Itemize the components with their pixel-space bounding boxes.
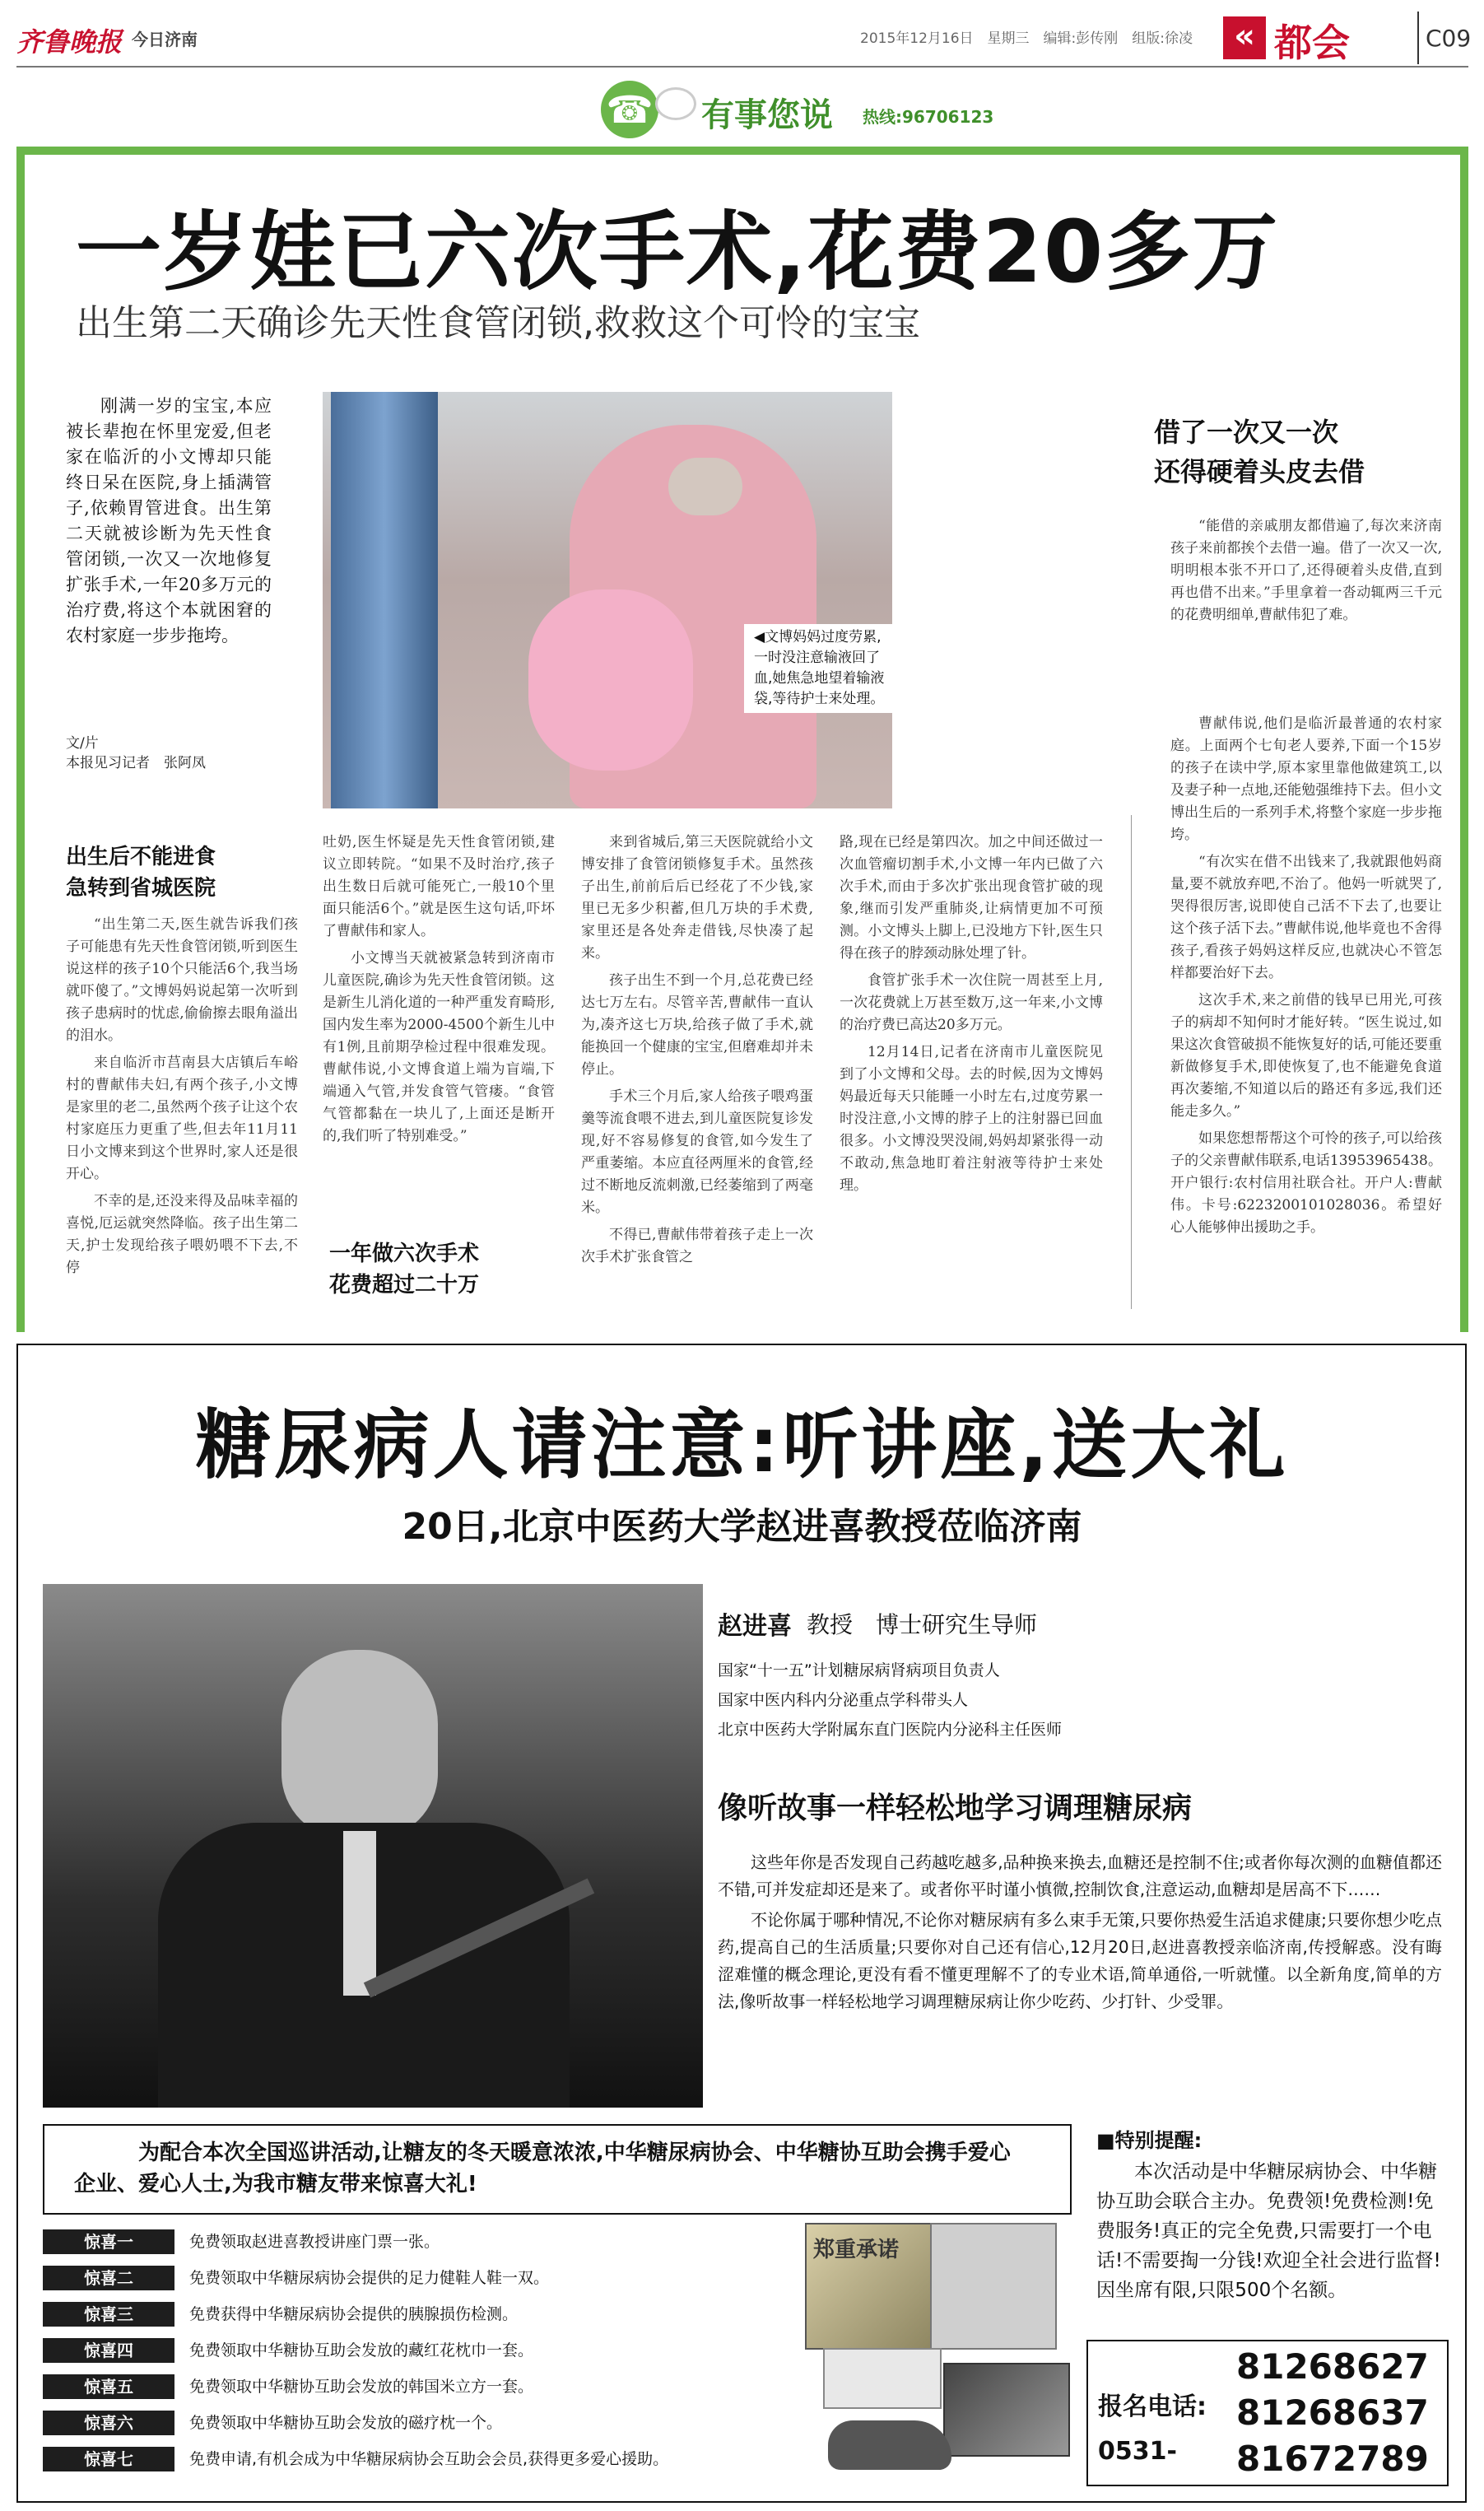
hotline-badge [601,79,1111,145]
notice-box [1086,2124,1449,2330]
channel-badge [1223,12,1421,64]
gift-text: 免费领取中华糖协互助会发放的韩国米立方一套。 [189,2378,534,2396]
header-divider [1417,12,1419,64]
article-col5-bottom: 曹献伟说,他们是临沂最普通的农村家庭。上面两个七旬老人要养,下面一个15岁的孩子在读中学,原本家里靠他做建筑工,以及妻子种一点地,还能勉强维持下去。但小文博出生后的一系列手术,将整个家庭一步步拖垮。 “有次实在借不出钱来了,我就跟他妈商量,要不就放弃吧,不治了。他妈一听就哭了,哭得很厉害,说即使自己活不下去了,也要让这个孩子活下去。”曹献伟说,他毕竟也不舍得孩子,看孩子妈妈这样反应,也就决心不管怎样都要治好下去。 这次手术,来之前借的钱早已用光,可孩子的病却不知何时才能好转。“医生说过,如果这次食管破损不能恢复好的话,可能还要重新做修复手术,即使恢复了,也不能避免食道再次萎缩,不知道以后的路还有多远,我们还能走多久。” 如果您想帮帮这个可怜的孩子,可以给孩子的父亲曹献伟联系,电话13953965438。开户银行:农村信用社联合社。开户人:曹献伟。卡号:6223200101028036。希望好心人能够伸出援助之手。 [1170,715,1442,1236]
credential-1: 国家“十一五”计划糖尿病肾病项目负责人 [718,1661,1000,1679]
subhead-birth-1: 出生后不能进食 [66,845,216,869]
expert-photo [43,1584,703,2108]
subhead-borrow-1: 借了一次又一次 [1154,417,1339,448]
product-shoe [828,2420,951,2470]
campaign-box [43,2124,1072,2215]
article-col5-top: “能借的亲戚朋友都借遍了,每次来济南孩子来前都挨个去借一遍。借了一次又一次,明明根本张不开口了,还得硬着头皮借,直到再也借不出来。”手里拿着一沓动辄两三千元的花费明细单,曹献伟犯了难。 [1170,518,1442,623]
gift-tag: 惊喜六 [43,2411,174,2435]
hotline-number: 热线:96706123 [863,107,994,127]
ad-headline: 糖尿病人请注意:听讲座,送大礼 [195,1401,1289,1489]
article-col3: 来到省城后,第三天医院就给小文博安排了食管闭锁修复手术。虽然孩子出生,前前后后已经花了不少钱,家里已无多少积蓄,但几万块的手术费,家里还是各处奔走借钱,尽快凑了起来。 孩子出生不到一个月,总花费已经达七万左右。尽管辛苦,曹献伟一直认为,凑齐这七万块,给孩子做了手术,就能换回一个健康的宝宝,但磨难却并未停止。 手术三个月后,家人给孩子喂鸡蛋羹等流食喂不进去,到儿童医院复诊发现,好不容易修复的食管,如今发生了严重萎缩。本应直径两厘米的食管,经过不断地反流刺激,已经萎缩到了两毫米。 不得已,曹献伟带着孩子走上一次次手术扩张食管之 [581,834,813,1265]
byline-reporter: 本报见习记者 张阿凤 [66,755,206,771]
credential-3: 北京中医药大学附属东直门医院内分泌科主任医师 [718,1721,1063,1739]
phone-icon: ☎ [601,81,658,138]
column-rule [1131,815,1132,1309]
ad-subheadline: 20日,北京中医药大学赵进喜教授莅临济南 [402,1506,1082,1548]
expert-name: 赵进喜 [718,1612,792,1641]
ad-section-title: 像听故事一样轻松地学习调理糖尿病 [718,1791,1193,1825]
product-towel [943,2363,1070,2457]
product-tray [823,2348,942,2409]
gift-tag: 惊喜二 [43,2266,174,2290]
subhead-birth-2: 急转到省城医院 [66,876,216,901]
page-code: C09 [1426,25,1472,52]
gift-text: 免费领取中华糖协互助会发放的磁疗枕一个。 [189,2414,503,2432]
gift-text: 免费领取赵进喜教授讲座门票一张。 [189,2233,440,2251]
gift-text: 免费领取中华糖尿病协会提供的足力健鞋人鞋一双。 [189,2269,550,2287]
section-label: 今日济南 [132,30,198,49]
header-rule [16,66,1468,68]
baby-figure [528,589,693,771]
product-gift-box [805,2223,932,2350]
green-frame-left [16,147,25,1332]
gift-text: 免费获得中华糖尿病协会提供的胰腺损伤检测。 [189,2305,519,2323]
hotline-column-title: 有事您说 [701,96,833,134]
byline-label: 文/片 [66,735,99,752]
gift-tag: 惊喜五 [43,2374,174,2399]
photo-caption: ◀文博妈妈过度劳累,一时没注意输液回了血,她焦急地望着输液袋,等待护士来处理。 [744,624,892,713]
article-headline: 一岁娃已六次手术,花费20多万 [76,202,1280,302]
article-lead: 刚满一岁的宝宝,本应被长辈抱在怀里宠爱,但老家在临沂的小文博却只能终日呆在医院,身上插满管子,依赖胃管进食。出生第二天就被诊断为先天性食管闭锁,一次又一次地修复扩张手术,一年20多万元的治疗费,将这个本就困窘的农村家庭一步步拖垮。 [66,396,272,645]
expert-tie-shape [343,1831,376,1996]
hospital-photo [323,392,892,808]
subhead-surgery-2: 花费超过二十万 [329,1273,480,1297]
gift-tag: 惊喜三 [43,2302,174,2327]
campaign-text: 为配合本次全国巡讲活动,让糖友的冬天暖意浓浓,中华糖尿病协会、中华糖协互助会携手爱心企业、爱心人士,为我市糖友带来惊喜大礼! [74,2141,1011,2197]
product-box-label: 郑重承诺 [813,2238,900,2262]
green-frame-top [16,147,1468,155]
article-col1: “出生第二天,医生就告诉我们孩子可能患有先天性食管闭锁,听到医生说这样的孩子10个只能活6个,我当场就吓傻了。”文博妈妈说起第一次听到孩子患病时的忧虑,偷偷擦去眼角溢出的泪水。 来自临沂市莒南县大店镇后车峪村的曹献伟夫妇,有两个孩子,小文博是家里的老二,虽然两个孩子让这个农村家庭压力更重了些,但去年11月11日小文博来到这个世界时,家人还是很开心。 不幸的是,还没来得及品味幸福的喜悦,厄运就突然降临。孩子出生第二天,护士发现给孩子喂奶喂不下去,不停 [66,916,298,1276]
channel-arrow-icon: « [1223,16,1266,59]
article-subheadline: 出生第二天确诊先天性食管闭锁,救救这个可怜的宝宝 [76,302,920,344]
phone-number: 81268637 [1236,2392,1429,2433]
ad-body: 这些年你是否发现自己药越吃越多,品种换来换去,血糖还是控制不住;或者你每次测的血糖值都还不错,可并发症却还是来了。或者你平时谨小慎微,控制饮食,注意运动,血糖却是居高不下…… 不论你属于哪种情况,不论你对糖尿病有多么束手无策,只要你热爱生活追求健康;只要你想少吃点药,提高自己的生活质量;只要你对自己还有信心,12月20日,赵进喜教授亲临济南,传授解惑。没有晦涩难懂的概念理论,更没有看不懂更理解不了的专业术语,简单通俗,一听就懂。以全新角度,简单的方法,像听故事一样轻松地学习调理糖尿病让你少吃药、少打针、少受罪。 [718,1852,1442,2011]
notice-title: ■特别提醒: [1096,2129,1203,2152]
gift-tag: 惊喜四 [43,2338,174,2363]
gift-text: 免费领取中华糖协互助会发放的藏红花枕巾一套。 [189,2341,534,2360]
subhead-borrow-2: 还得硬着头皮去借 [1154,456,1365,487]
product-pillow [930,2223,1057,2350]
green-frame-right [1460,147,1468,1332]
masthead-logo: 齐鲁晚报 [16,26,123,58]
oxygen-tank-shape [331,392,438,808]
article-col2: 吐奶,医生怀疑是先天性食管闭锁,建议立即转院。“如果不及时治疗,孩子出生数日后就可能死亡,一般10个里面只能活6个。”就是医生这句话,吓坏了曹献伟和家人。 小文博当天就被紧急转到济南市儿童医院,确诊为先天性食管闭锁。这是新生儿消化道的一种严重发育畸形,国内发生率为2000-4500个新生儿中有1例,且前期孕检过程中很难发现。曹献伟说,小文博食道上端为盲端,下端通入气管,并发食管气管瘘。“食管气管都黏在一块儿了,上面还是断开的,我们听了特别难受。” [323,834,555,1144]
notice-text: 本次活动是中华糖尿病协会、中华糖协互助会联合主办。免费领!免费检测!免费服务!真正的完全免费,只需要打一个电话!不需要掏一分钱!欢迎全社会进行监督!因坐席有限,只限500个名额。 [1096,2161,1441,2301]
credential-2: 国家中医内科内分泌重点学科带头人 [718,1691,969,1709]
mother-mask [668,458,742,515]
expert-title: 教授 博士研究生导师 [807,1611,1038,1638]
phone-number: 81268627 [1236,2346,1429,2387]
article-col4: 路,现在已经是第四次。加之中间还做过一次血管瘤切割手术,小文博一年内已做了六次手术,而由于多次扩张出现食管扩破的现象,继而引发严重肺炎,让病情更加不可预测。小文博头上脚上,已没地方下针,医生只得在孩子的脖颈动脉处埋了针。 食管扩张手术一次住院一周甚至上月,一次花费就上万甚至数万,这一年来,小文博的治疗费已高达20多万元。 12月14日,记者在济南市儿童医院见到了小文博和父母。去的时候,因为文博妈妈最近每天只能睡一小时左右,过度劳累一时没注意,小文博的脖子上的注射器已回血很多。小文博没哭没闹,妈妈却紧张得一动不敢动,焦急地盯着注射液等待护士来处理。 [840,834,1103,1194]
phone-number: 81672789 [1236,2439,1429,2479]
expert-head-shape [281,1650,438,1839]
gift-tag: 惊喜七 [43,2447,174,2471]
meta-line: 2015年12月16日 星期三 编辑:彭传刚 组版:徐凌 [860,30,1193,47]
gift-text: 免费申请,有机会成为中华糖尿病协会互助会会员,获得更多爱心援助。 [189,2450,669,2468]
gift-tag: 惊喜一 [43,2229,174,2254]
chat-bubble-icon [655,87,696,120]
phone-label: 报名电话: [1098,2392,1207,2421]
channel-title: 都会 [1274,21,1350,65]
area-code: 0531- [1098,2437,1177,2466]
subhead-surgery-1: 一年做六次手术 [329,1242,480,1266]
phone-box [1086,2340,1449,2486]
